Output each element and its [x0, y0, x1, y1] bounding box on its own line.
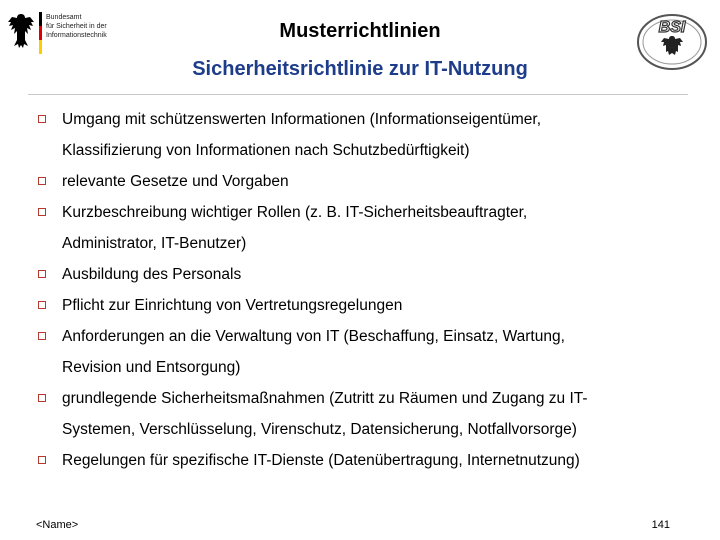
square-bullet-icon: [38, 394, 46, 402]
bullet-line: Kurzbeschreibung wichtiger Rollen (z. B. IT-Sicherheitsbeauftragter,: [62, 204, 528, 221]
org-line: für Sicherheit in der: [46, 23, 107, 30]
bullet-line: Umgang mit schützenswerten Informationen (Informationseigentümer,: [62, 111, 542, 128]
bullet-list: [26, 104, 696, 476]
org-line: Bundesamt: [46, 14, 82, 21]
bsi-org-logo: [6, 6, 126, 62]
german-flag-bar: [39, 12, 42, 54]
bullet-line: Pflicht zur Einrichtung von Vertretungsregelungen: [62, 297, 403, 314]
square-bullet-icon: [38, 270, 46, 278]
slide-subtitle: Sicherheitsrichtlinie zur IT-Nutzung: [192, 58, 528, 80]
square-bullet-icon: [38, 177, 46, 185]
bullet-line: Klassifizierung von Informationen nach Schutzbedürftigkeit): [62, 142, 470, 159]
bullet-line: Systemen, Verschlüsselung, Virenschutz, Datensicherung, Notfallvorsorge): [62, 421, 577, 438]
bullet-line: Regelungen für spezifische IT-Dienste (Datenübertragung, Internetnutzung): [62, 452, 580, 469]
slide-title: Musterrichtlinien: [279, 20, 441, 42]
bullet-item: [26, 290, 696, 321]
bullet-line: Administrator, IT-Benutzer): [62, 235, 247, 252]
bullet-line: Anforderungen an die Verwaltung von IT (Beschaffung, Einsatz, Wartung,: [62, 328, 565, 345]
bullet-line: Ausbildung des Personals: [62, 266, 242, 283]
square-bullet-icon: [38, 115, 46, 123]
square-bullet-icon: [38, 332, 46, 340]
org-line: Informationstechnik: [46, 32, 107, 39]
bullet-line: Revision und Entsorgung): [62, 359, 241, 376]
page-number: 141: [651, 519, 670, 531]
bsi-logo-icon: [632, 6, 710, 72]
bsi-logo-text: BSI: [658, 19, 686, 36]
footer-name: <Name>: [36, 519, 79, 531]
bullet-item: [26, 259, 696, 290]
header-divider: [28, 94, 688, 95]
bullet-item: [26, 383, 696, 445]
bullet-line: relevante Gesetze und Vorgaben: [62, 173, 289, 190]
bullet-line: grundlegende Sicherheitsmaßnahmen (Zutritt zu Räumen und Zugang zu IT-: [62, 390, 588, 407]
square-bullet-icon: [38, 301, 46, 309]
bullet-item: [26, 166, 696, 197]
bullet-item: [26, 104, 696, 166]
org-name: [46, 13, 107, 40]
square-bullet-icon: [38, 456, 46, 464]
bullet-item: [26, 197, 696, 259]
square-bullet-icon: [38, 208, 46, 216]
federal-eagle-icon: [6, 10, 36, 54]
bullet-item: [26, 321, 696, 383]
bullet-item: [26, 445, 696, 476]
